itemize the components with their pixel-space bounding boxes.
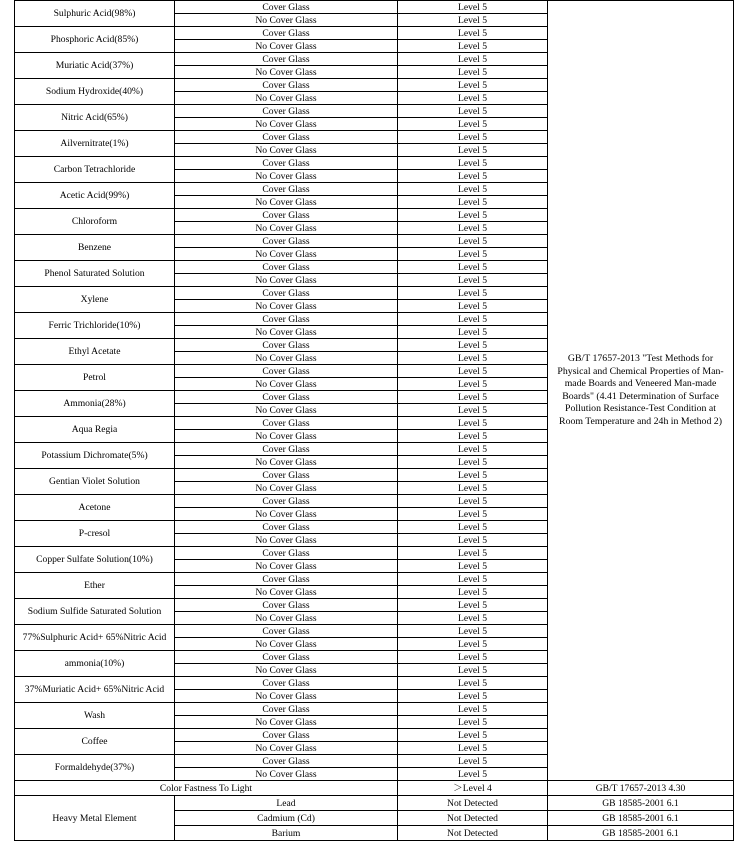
condition-cell: Cover Glass	[175, 391, 398, 404]
result-cell: Level 5	[398, 573, 548, 586]
result-cell: Level 5	[398, 92, 548, 105]
condition-cell: Cover Glass	[175, 443, 398, 456]
condition-cell: No Cover Glass	[175, 378, 398, 391]
condition-cell: No Cover Glass	[175, 404, 398, 417]
result-cell: Level 5	[398, 677, 548, 690]
result-cell: Level 5	[398, 742, 548, 755]
condition-cell: Cover Glass	[175, 495, 398, 508]
substance-cell: Sodium Hydroxide(40%)	[15, 79, 175, 105]
result-cell: Level 5	[398, 391, 548, 404]
standard-cell: GB 18585-2001 6.1	[548, 826, 734, 841]
condition-cell: Cover Glass	[175, 599, 398, 612]
condition-cell: No Cover Glass	[175, 508, 398, 521]
result-cell: Level 5	[398, 27, 548, 40]
substance-cell: Ailvernitrate(1%)	[15, 131, 175, 157]
substance-cell: Ammonia(28%)	[15, 391, 175, 417]
results-table-body	[15, 1, 734, 841]
condition-cell: No Cover Glass	[175, 560, 398, 573]
condition-cell: Cover Glass	[175, 729, 398, 742]
result-cell: Level 5	[398, 1, 548, 14]
result-cell: Level 5	[398, 638, 548, 651]
table-row	[15, 781, 734, 796]
condition-cell: Cover Glass	[175, 313, 398, 326]
substance-cell: ammonia(10%)	[15, 651, 175, 677]
condition-cell: No Cover Glass	[175, 170, 398, 183]
result-cell: Level 5	[398, 261, 548, 274]
results-table	[14, 0, 734, 841]
condition-cell: Cover Glass	[175, 703, 398, 716]
result-cell: Level 5	[398, 170, 548, 183]
condition-cell: Cover Glass	[175, 183, 398, 196]
result-cell: Level 5	[398, 534, 548, 547]
substance-cell: Formaldehyde(37%)	[15, 755, 175, 781]
condition-cell: No Cover Glass	[175, 300, 398, 313]
result-cell: Level 5	[398, 755, 548, 768]
element-cell: Barium	[175, 826, 398, 841]
condition-cell: No Cover Glass	[175, 14, 398, 27]
substance-cell: Acetic Acid(99%)	[15, 183, 175, 209]
table-row	[15, 1, 734, 14]
substance-cell: Wash	[15, 703, 175, 729]
result-cell: Level 5	[398, 456, 548, 469]
result-cell: Level 5	[398, 326, 548, 339]
substance-cell: Benzene	[15, 235, 175, 261]
condition-cell: No Cover Glass	[175, 222, 398, 235]
substance-cell: Potassium Dichromate(5%)	[15, 443, 175, 469]
condition-cell: No Cover Glass	[175, 248, 398, 261]
condition-cell: No Cover Glass	[175, 716, 398, 729]
condition-cell: Cover Glass	[175, 261, 398, 274]
result-cell: Level 5	[398, 404, 548, 417]
standard-cell: GB/T 17657-2013 4.30	[548, 781, 734, 796]
result-cell: Level 5	[398, 131, 548, 144]
condition-cell: No Cover Glass	[175, 638, 398, 651]
result-cell: Level 5	[398, 66, 548, 79]
condition-cell: Cover Glass	[175, 521, 398, 534]
substance-cell: 77%Sulphuric Acid+ 65%Nitric Acid	[15, 625, 175, 651]
substance-cell: Muriatic Acid(37%)	[15, 53, 175, 79]
condition-cell: No Cover Glass	[175, 768, 398, 781]
condition-cell: Cover Glass	[175, 755, 398, 768]
result-cell: Level 5	[398, 664, 548, 677]
result-cell: Level 5	[398, 196, 548, 209]
result-cell: Not Detected	[398, 796, 548, 811]
condition-cell: No Cover Glass	[175, 664, 398, 677]
result-cell: Level 5	[398, 352, 548, 365]
substance-cell: Acetone	[15, 495, 175, 521]
substance-cell: Phosphoric Acid(85%)	[15, 27, 175, 53]
condition-cell: Cover Glass	[175, 625, 398, 638]
condition-cell: Cover Glass	[175, 651, 398, 664]
result-cell: Level 5	[398, 768, 548, 781]
result-cell: Level 5	[398, 599, 548, 612]
result-cell: Level 5	[398, 14, 548, 27]
result-cell: Level 5	[398, 157, 548, 170]
substance-cell: Phenol Saturated Solution	[15, 261, 175, 287]
result-cell: Level 5	[398, 287, 548, 300]
result-cell: Level 5	[398, 248, 548, 261]
result-cell: Level 5	[398, 547, 548, 560]
result-cell: Level 5	[398, 40, 548, 53]
substance-cell: Ether	[15, 573, 175, 599]
condition-cell: No Cover Glass	[175, 690, 398, 703]
result-cell: Level 5	[398, 183, 548, 196]
condition-cell: Cover Glass	[175, 469, 398, 482]
result-cell: Level 5	[398, 209, 548, 222]
condition-cell: No Cover Glass	[175, 352, 398, 365]
condition-cell: Cover Glass	[175, 79, 398, 92]
condition-cell: Cover Glass	[175, 339, 398, 352]
condition-cell: No Cover Glass	[175, 586, 398, 599]
substance-cell: Chloroform	[15, 209, 175, 235]
condition-cell: Cover Glass	[175, 417, 398, 430]
standard-cell: GB 18585-2001 6.1	[548, 796, 734, 811]
result-cell: Level 5	[398, 651, 548, 664]
substance-cell: Gentian Violet Solution	[15, 469, 175, 495]
result-cell: Level 5	[398, 105, 548, 118]
result-cell: Level 5	[398, 365, 548, 378]
condition-cell: No Cover Glass	[175, 40, 398, 53]
condition-cell: No Cover Glass	[175, 118, 398, 131]
result-cell: Level 5	[398, 625, 548, 638]
result-cell: Level 5	[398, 339, 548, 352]
condition-cell: Cover Glass	[175, 27, 398, 40]
result-cell: Level 5	[398, 716, 548, 729]
result-cell: Level 5	[398, 430, 548, 443]
condition-cell: No Cover Glass	[175, 66, 398, 79]
substance-cell: Coffee	[15, 729, 175, 755]
condition-cell: Cover Glass	[175, 1, 398, 14]
element-cell: Lead	[175, 796, 398, 811]
condition-cell: Cover Glass	[175, 365, 398, 378]
result-cell: Level 5	[398, 703, 548, 716]
condition-cell: No Cover Glass	[175, 144, 398, 157]
substance-cell: Xylene	[15, 287, 175, 313]
condition-cell: Cover Glass	[175, 547, 398, 560]
result-cell: Level 5	[398, 560, 548, 573]
condition-cell: Cover Glass	[175, 209, 398, 222]
condition-cell: Cover Glass	[175, 105, 398, 118]
condition-cell: Cover Glass	[175, 157, 398, 170]
result-cell: Level 5	[398, 482, 548, 495]
condition-cell: Cover Glass	[175, 131, 398, 144]
result-cell: Level 5	[398, 443, 548, 456]
result-cell: Level 5	[398, 235, 548, 248]
condition-cell: No Cover Glass	[175, 274, 398, 287]
result-cell: Level 5	[398, 300, 548, 313]
substance-cell: Sulphuric Acid(98%)	[15, 1, 175, 27]
result-cell: Level 5	[398, 612, 548, 625]
heavy-metal-label: Heavy Metal Element	[15, 796, 175, 841]
condition-cell: No Cover Glass	[175, 534, 398, 547]
result-cell: Level 5	[398, 144, 548, 157]
substance-cell: 37%Muriatic Acid+ 65%Nitric Acid	[15, 677, 175, 703]
result-cell: Level 5	[398, 469, 548, 482]
element-cell: Cadmium (Cd)	[175, 811, 398, 826]
result-cell: Level 5	[398, 274, 548, 287]
standard-cell: GB 18585-2001 6.1	[548, 811, 734, 826]
condition-cell: No Cover Glass	[175, 430, 398, 443]
result-cell: ＞Level 4	[398, 781, 548, 796]
result-cell: Level 5	[398, 417, 548, 430]
substance-cell: P-cresol	[15, 521, 175, 547]
result-cell: Level 5	[398, 690, 548, 703]
result-cell: Level 5	[398, 495, 548, 508]
condition-cell: No Cover Glass	[175, 456, 398, 469]
condition-cell: No Cover Glass	[175, 92, 398, 105]
result-cell: Level 5	[398, 118, 548, 131]
result-cell: Level 5	[398, 313, 548, 326]
condition-cell: Cover Glass	[175, 287, 398, 300]
result-cell: Not Detected	[398, 811, 548, 826]
result-cell: Not Detected	[398, 826, 548, 841]
substance-cell: Petrol	[15, 365, 175, 391]
result-cell: Level 5	[398, 79, 548, 92]
color-fastness-label: Color Fastness To Light	[15, 781, 398, 796]
condition-cell: No Cover Glass	[175, 612, 398, 625]
substance-cell: Nitric Acid(65%)	[15, 105, 175, 131]
result-cell: Level 5	[398, 508, 548, 521]
condition-cell: Cover Glass	[175, 677, 398, 690]
substance-cell: Ethyl Acetate	[15, 339, 175, 365]
condition-cell: No Cover Glass	[175, 482, 398, 495]
result-cell: Level 5	[398, 729, 548, 742]
result-cell: Level 5	[398, 53, 548, 66]
standard-cell: GB/T 17657-2013 "Test Methods for Physical and Chemical Properties of Man-made Boards and Veneered Man-made Boards" (4.41 Determination of Surface Pollution Resistance-Test Condition at Room Temperature and 24h in Method 2)	[548, 1, 734, 781]
condition-cell: No Cover Glass	[175, 326, 398, 339]
substance-cell: Aqua Regia	[15, 417, 175, 443]
result-cell: Level 5	[398, 586, 548, 599]
result-cell: Level 5	[398, 521, 548, 534]
condition-cell: No Cover Glass	[175, 742, 398, 755]
substance-cell: Carbon Tetrachloride	[15, 157, 175, 183]
substance-cell: Ferric Trichloride(10%)	[15, 313, 175, 339]
table-row	[15, 796, 734, 811]
substance-cell: Copper Sulfate Solution(10%)	[15, 547, 175, 573]
condition-cell: Cover Glass	[175, 53, 398, 66]
condition-cell: No Cover Glass	[175, 196, 398, 209]
result-cell: Level 5	[398, 222, 548, 235]
condition-cell: Cover Glass	[175, 573, 398, 586]
condition-cell: Cover Glass	[175, 235, 398, 248]
result-cell: Level 5	[398, 378, 548, 391]
substance-cell: Sodium Sulfide Saturated Solution	[15, 599, 175, 625]
